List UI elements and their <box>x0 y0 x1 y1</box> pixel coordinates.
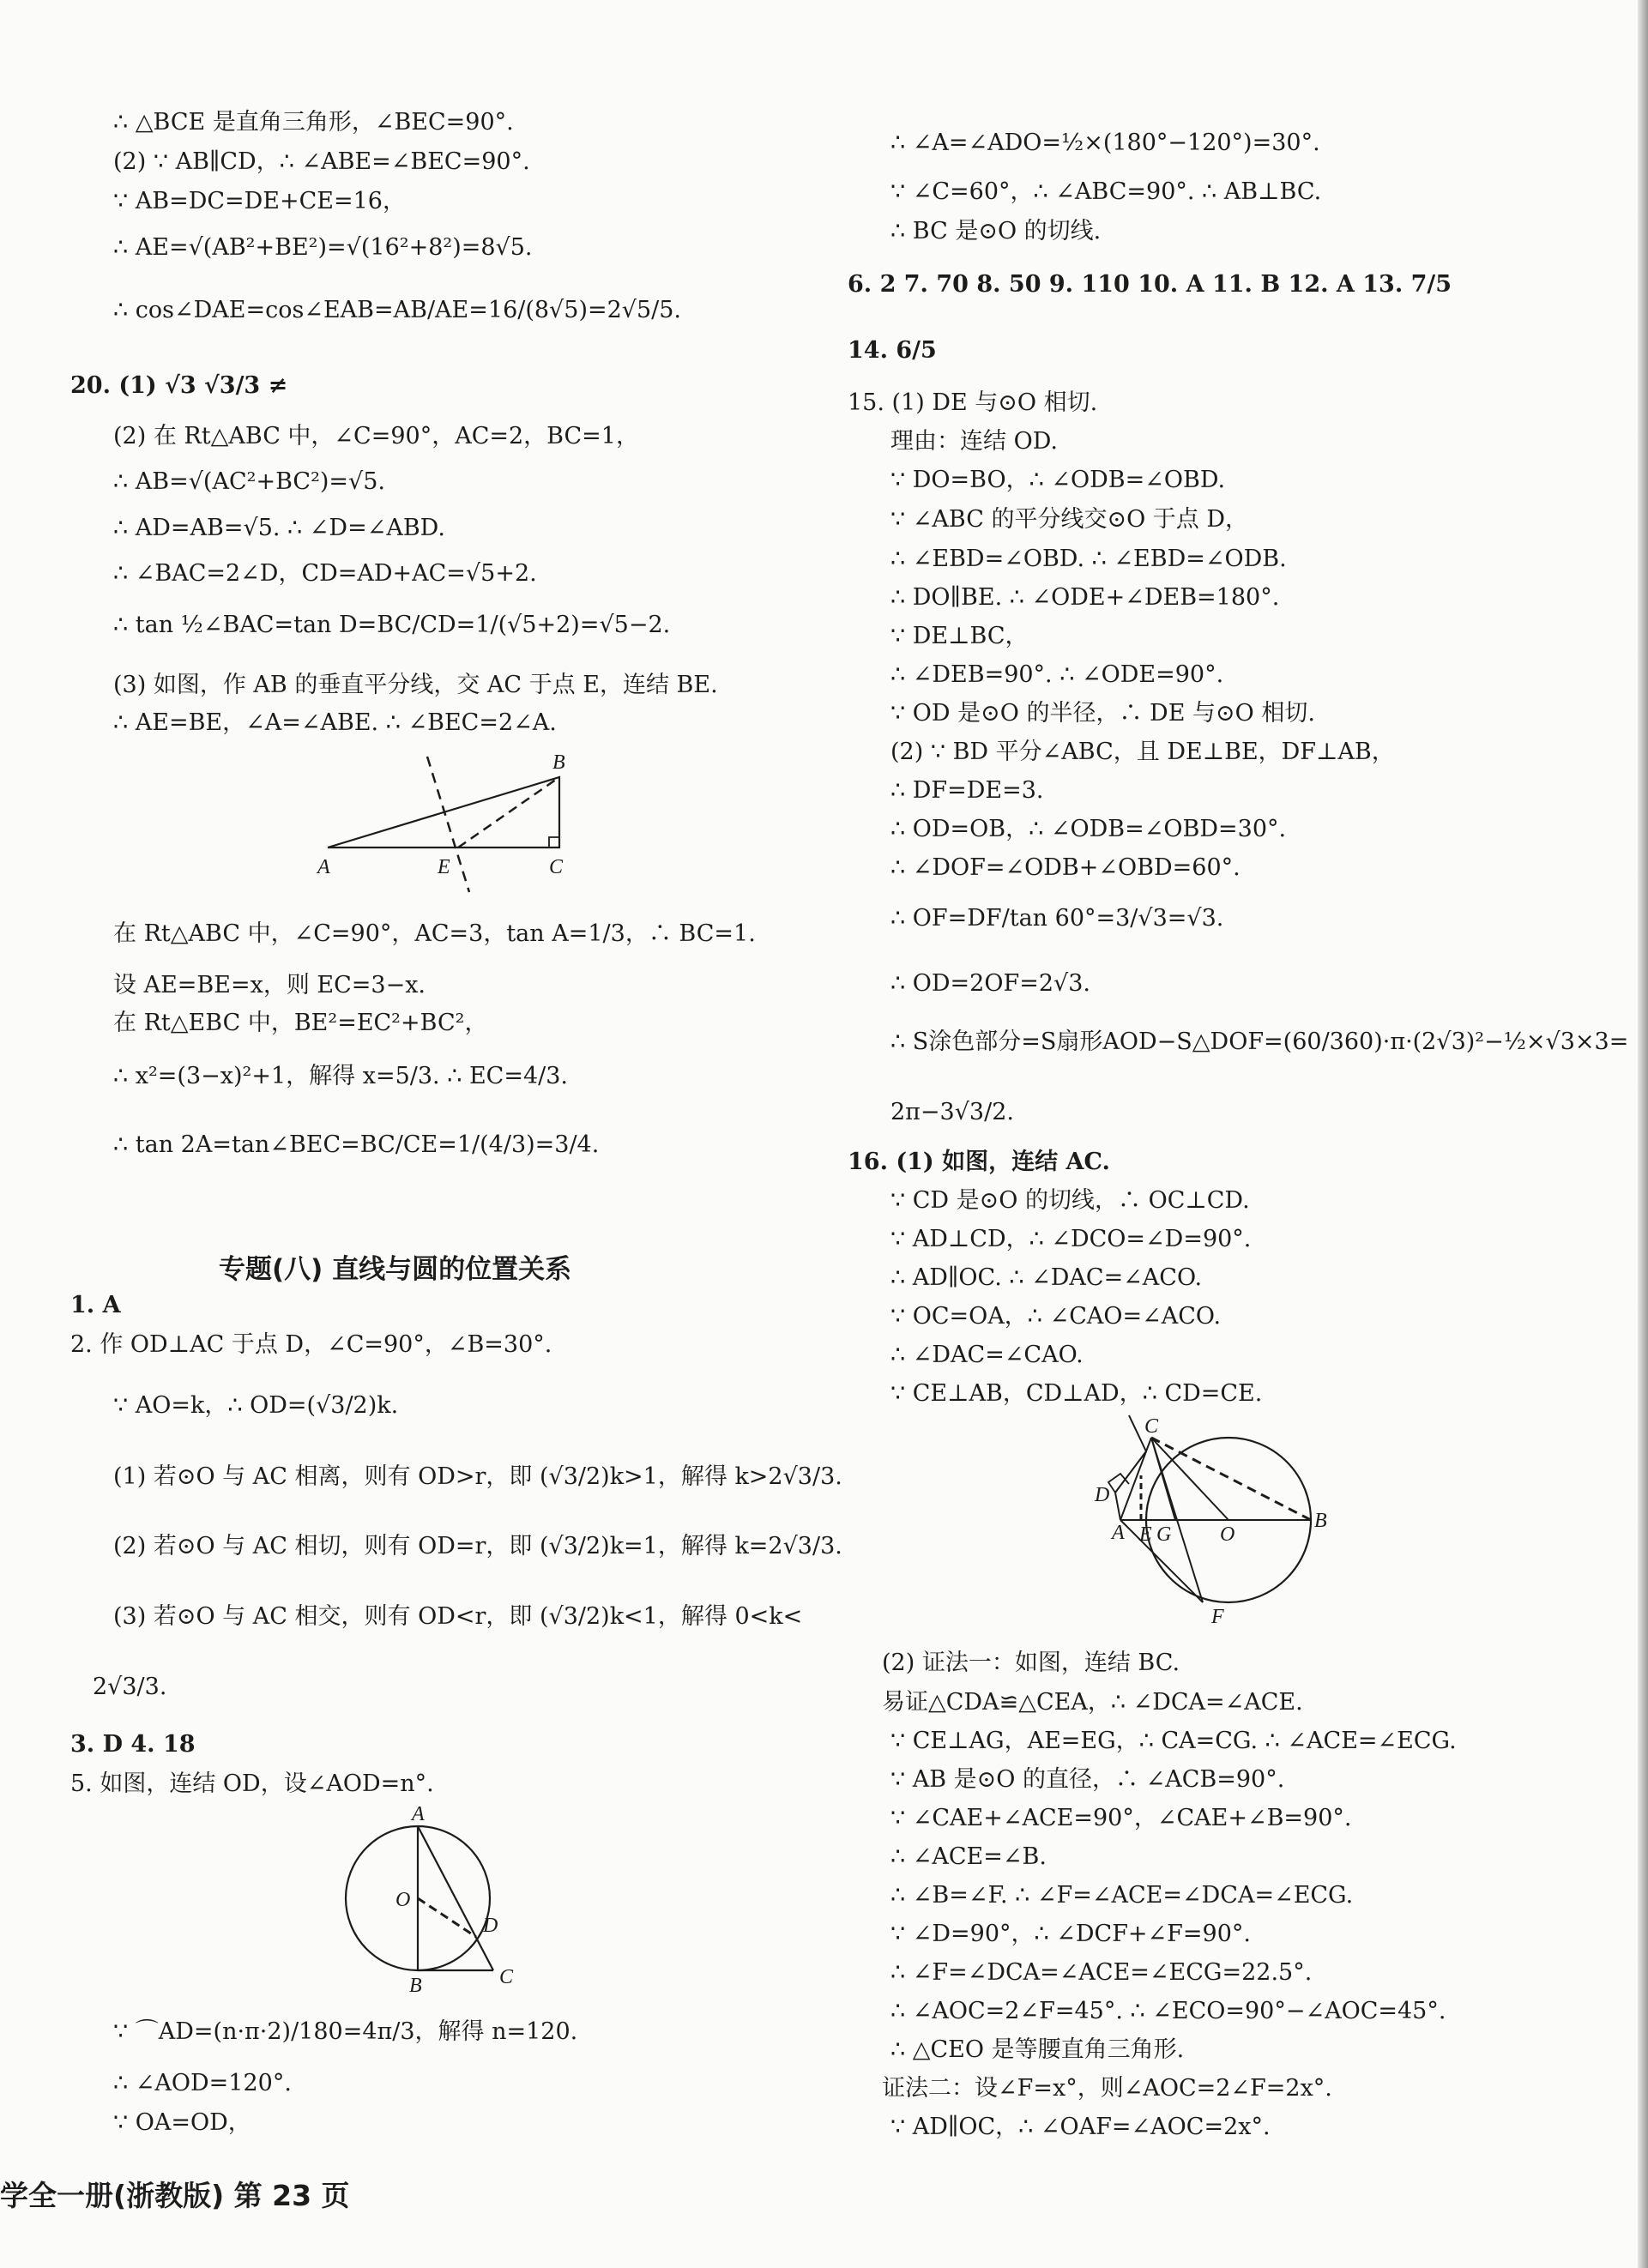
text-line: ∴ ∠B=∠F. ∴ ∠F=∠ACE=∠DCA=∠ECG. <box>890 1882 1354 1909</box>
circle-figure-16 <box>1090 1415 1347 1647</box>
text-line: ∴ ∠AOC=2∠F=45°. ∴ ∠ECO=90°−∠AOC=45°. <box>890 1998 1446 2024</box>
text-line: (2) 证法一：如图，连结 BC. <box>882 1650 1180 1676</box>
text-line: ∴ cos∠DAE=cos∠EAB=AB/AE=16/(8√5)=2√5/5. <box>113 297 682 323</box>
right-angle-d <box>1108 1474 1129 1493</box>
text-line: ∴ ∠DEB=90°. ∴ ∠ODE=90°. <box>890 661 1224 688</box>
section-heading: 专题(八) 直线与圆的位置关系 <box>219 1254 572 1285</box>
text-line: ∴ ∠AOD=120°. <box>113 2070 292 2096</box>
segment-cb <box>1151 1438 1311 1520</box>
tangent-line <box>1129 1415 1146 1451</box>
text-line: ∴ AD∥OC. ∴ ∠DAC=∠ACO. <box>890 1264 1203 1291</box>
text-line: ∵ AD∥OC，∴ ∠OAF=∠AOC=2x°. <box>890 2114 1271 2140</box>
page-footer: 学全一册(浙教版) 第 23 页 <box>0 2179 350 2212</box>
label-e: E <box>438 856 450 878</box>
text-line: ∵ ⌒AD=(n·π·2)/180=4π/3，解得 n=120. <box>113 2018 578 2045</box>
text-line: 在 Rt△ABC 中，∠C=90°，AC=3，tan A=1/3，∴ BC=1. <box>113 920 756 947</box>
text-line: ∴ tan 2A=tan∠BEC=BC/CE=1/(4/3)=3/4. <box>113 1131 600 1158</box>
text-line: ∴ ∠F=∠DCA=∠ACE=∠ECG=22.5°. <box>890 1959 1313 1986</box>
text-line: (1) 若⊙O 与 AC 相离，则有 OD>r，即 (√3/2)k>1，解得 k>2√3/3. <box>113 1463 842 1490</box>
text-line: ∴ ∠BAC=2∠D，CD=AD+AC=√5+2. <box>113 560 537 587</box>
text-line: ∴ tan ½∠BAC=tan D=BC/CD=1/(√5+2)=√5−2. <box>113 612 671 638</box>
text-line: ∴ AE=√(AB²+BE²)=√(16²+8²)=8√5. <box>113 234 533 261</box>
answers-3-4: 3. D 4. 18 <box>70 1731 196 1758</box>
text-line: 理由：连结 OD. <box>890 428 1058 455</box>
text-line: ∵ AB 是⊙O 的直径，∴ ∠ACB=90°. <box>890 1766 1285 1793</box>
text-line: ∵ AB=DC=DE+CE=16， <box>113 188 406 214</box>
segment-be <box>458 777 559 847</box>
text-line: ∴ ∠ACE=∠B. <box>890 1843 1047 1870</box>
text-line: ∵ OA=OD， <box>113 2109 251 2136</box>
text-line: ∵ AD⊥CD，∴ ∠DCO=∠D=90°. <box>890 1226 1252 1252</box>
text-line: ∴ AD=AB=√5. ∴ ∠D=∠ABD. <box>113 515 445 541</box>
text-line: 易证△CDA≌△CEA，∴ ∠DCA=∠ACE. <box>882 1689 1303 1716</box>
answers-6-13: 6. 2 7. 70 8. 50 9. 110 10. A 11. B 12. A 13. 7/5 <box>848 271 1452 298</box>
page-edge-shadow <box>1638 0 1648 2268</box>
label-o: O <box>1220 1523 1235 1546</box>
text-line: ∴ DO∥BE. ∴ ∠ODE+∠DEB=180°. <box>890 584 1280 611</box>
text-line: ∵ ∠ABC 的平分线交⊙O 于点 D， <box>890 506 1249 533</box>
text-line: ∴ ∠A=∠ADO=½×(180°−120°)=30°. <box>890 130 1320 156</box>
label-o: O <box>395 1889 411 1911</box>
text-line: 在 Rt△EBC 中，BE²=EC²+BC²， <box>113 1010 488 1036</box>
text-line: (3) 如图，作 AB 的垂直平分线，交 AC 于点 E，连结 BE. <box>113 672 718 698</box>
text-line: ∴ ∠DAC=∠CAO. <box>890 1342 1084 1368</box>
label-g: G <box>1156 1523 1172 1546</box>
text-line: ∴ DF=DE=3. <box>890 777 1044 804</box>
circle-figure-5 <box>339 1801 536 2007</box>
text-line: ∵ OC=OA，∴ ∠CAO=∠ACO. <box>890 1303 1222 1330</box>
label-b: B <box>552 751 565 774</box>
text-line: 证法二：设∠F=x°，则∠AOC=2∠F=2x°. <box>882 2075 1332 2102</box>
answer-14: 14. 6/5 <box>848 337 937 364</box>
label-a: A <box>412 1803 425 1825</box>
text-line: 2√3/3. <box>93 1674 167 1700</box>
text-line: ∵ DE⊥BC， <box>890 623 1029 649</box>
segment-ac <box>418 1826 493 1970</box>
answer-1: 1. A <box>70 1292 121 1318</box>
text-line: ∴ x²=(3−x)²+1，解得 x=5/3. ∴ EC=4/3. <box>113 1063 568 1089</box>
text-line: ∴ OF=DF/tan 60°=3/√3=√3. <box>890 905 1224 932</box>
text-line: ∵ ∠C=60°，∴ ∠ABC=90°. ∴ AB⊥BC. <box>890 178 1322 205</box>
text-line: ∴ BC 是⊙O 的切线. <box>890 218 1102 244</box>
text-line: ∴ AB=√(AC²+BC²)=√5. <box>113 468 386 495</box>
segment-da <box>1115 1493 1120 1520</box>
text-line: (2) ∵ AB∥CD，∴ ∠ABE=∠BEC=90°. <box>113 148 530 175</box>
label-c: C <box>549 856 564 878</box>
right-angle-mark <box>549 837 559 847</box>
problem-16: 16. (1) 如图，连结 AC. <box>848 1149 1110 1175</box>
label-d: D <box>483 1915 498 1937</box>
label-c: C <box>1144 1415 1159 1438</box>
label-b: B <box>1314 1510 1327 1532</box>
text-line: ∵ ∠CAE+∠ACE=90°，∠CAE+∠B=90°. <box>890 1805 1352 1831</box>
label-d: D <box>1095 1484 1110 1506</box>
label-e: E <box>1139 1523 1152 1546</box>
text-line: ∴ ∠DOF=∠ODB+∠OBD=60°. <box>890 854 1241 881</box>
text-line: ∵ OD 是⊙O 的半径，∴ DE 与⊙O 相切. <box>890 700 1315 727</box>
triangle-figure <box>317 746 592 892</box>
label-c: C <box>499 1966 514 1988</box>
text-line: ∵ CE⊥AB，CD⊥AD，∴ CD=CE. <box>890 1380 1263 1407</box>
problem-20-line: 20. (1) √3 √3/3 ≠ <box>70 372 288 399</box>
text-line: 设 AE=BE=x，则 EC=3−x. <box>113 972 426 998</box>
label-b: B <box>409 1975 422 1997</box>
text-line: (3) 若⊙O 与 AC 相交，则有 OD<r，即 (√3/2)k<1，解得 0<k< <box>113 1603 803 1630</box>
text-line: (2) 若⊙O 与 AC 相切，则有 OD=r，即 (√3/2)k=1，解得 k=2√3/3. <box>113 1533 842 1559</box>
text-line: ∴ ∠EBD=∠OBD. ∴ ∠EBD=∠ODB. <box>890 546 1287 572</box>
label-a: A <box>317 856 330 878</box>
text-line: ∵ ∠D=90°，∴ ∠DCF+∠F=90°. <box>890 1921 1251 1947</box>
text-line: (2) ∵ BD 平分∠ABC，且 DE⊥BE，DF⊥AB， <box>890 739 1395 765</box>
text-line: ∴ OD=2OF=2√3. <box>890 970 1090 997</box>
text-line: ∴ △CEO 是等腰直角三角形. <box>890 2036 1185 2063</box>
problem-5: 5. 如图，连结 OD，设∠AOD=n°. <box>70 1770 434 1797</box>
text-line: ∵ AO=k，∴ OD=(√3/2)k. <box>113 1392 399 1419</box>
text-line: ∴ OD=OB，∴ ∠ODB=∠OBD=30°. <box>890 816 1287 842</box>
segment-od <box>418 1898 476 1937</box>
problem-2: 2. 作 OD⊥AC 于点 D，∠C=90°，∠B=30°. <box>70 1331 552 1358</box>
text-line: ∴ △BCE 是直角三角形，∠BEC=90°. <box>113 109 514 136</box>
label-f: F <box>1211 1606 1224 1628</box>
text-line: ∵ CE⊥AG，AE=EG，∴ CA=CG. ∴ ∠ACE=∠ECG. <box>890 1728 1457 1754</box>
text-line: (2) 在 Rt△ABC 中，∠C=90°，AC=2，BC=1， <box>113 423 639 449</box>
text-line: ∵ CD 是⊙O 的切线，∴ OC⊥CD. <box>890 1187 1250 1214</box>
text-line: ∴ AE=BE，∠A=∠ABE. ∴ ∠BEC=2∠A. <box>113 709 557 736</box>
problem-15: 15. (1) DE 与⊙O 相切. <box>848 389 1098 416</box>
label-a: A <box>1112 1522 1125 1544</box>
text-line: 2π−3√3/2. <box>890 1099 1014 1125</box>
text-line: ∴ S涂色部分=S扇形AOD−S△DOF=(60/360)·π·(2√3)²−½×√3×3= <box>890 1028 1629 1055</box>
text-line: ∵ DO=BO，∴ ∠ODB=∠OBD. <box>890 467 1226 493</box>
